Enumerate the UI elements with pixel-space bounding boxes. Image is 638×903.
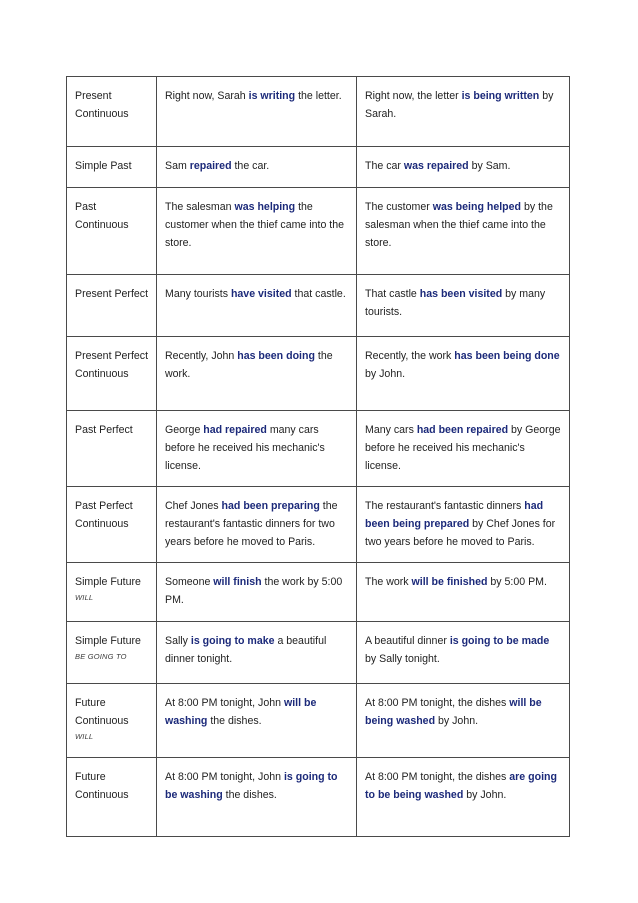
- verb-phrase: will finish: [213, 576, 262, 588]
- sentence-text: many cars before he received his mechanic's license.: [165, 424, 325, 472]
- passive-voice-cell: [357, 563, 570, 622]
- verb-phrase: had been being prepared: [365, 500, 544, 530]
- tense-name: Future Continuous: [75, 771, 129, 801]
- tense-auxiliary: WILL: [75, 593, 94, 602]
- tense-cell: [67, 188, 157, 275]
- sentence-text: At 8:00 PM tonight, the dishes: [365, 771, 510, 783]
- tense-name: Present Perfect: [75, 288, 149, 300]
- table-row: [67, 622, 570, 684]
- table-row: [67, 337, 570, 411]
- active-voice-cell: [157, 758, 357, 837]
- verb-phrase: is going to make: [190, 635, 275, 647]
- sentence-text: by Sam.: [468, 160, 511, 172]
- verb-phrase: will be being washed: [365, 697, 542, 727]
- sentence-text: Many cars: [365, 424, 417, 436]
- sentence-text: A beautiful dinner: [365, 635, 450, 647]
- verb-phrase: has been visited: [419, 288, 503, 300]
- sentence-text: At 8:00 PM tonight, the dishes: [365, 697, 510, 709]
- passive-voice-cell: [357, 77, 570, 147]
- sentence-text: by John.: [463, 789, 507, 801]
- sentence-text: At 8:00 PM tonight, John: [165, 697, 284, 709]
- table-row: [67, 563, 570, 622]
- tense-name: Present Continuous: [75, 90, 129, 120]
- sentence-text: the work by 5:00 PM.: [165, 576, 343, 606]
- passive-voice-cell: [357, 188, 570, 275]
- active-voice-cell: [157, 275, 357, 337]
- tense-name: Future Continuous: [75, 697, 129, 727]
- sentence-text: by Sally tonight.: [365, 653, 440, 665]
- verb-phrase: had been repaired: [416, 424, 509, 436]
- verb-phrase: was being helped: [432, 201, 522, 213]
- sentence-text: The work: [365, 576, 412, 588]
- sentence-text: by Sarah.: [365, 90, 554, 120]
- verb-phrase: is going to be washing: [165, 771, 338, 801]
- tense-name: Simple Past: [75, 160, 132, 172]
- verb-phrase: is going to be made: [449, 635, 550, 647]
- sentence-text: by Chef Jones for two years before he moved to Paris.: [365, 518, 556, 548]
- sentence-text: the restaurant's fantastic dinners for two years before he moved to Paris.: [165, 500, 338, 548]
- passive-voice-cell: [357, 147, 570, 188]
- sentence-text: The customer: [365, 201, 433, 213]
- sentence-text: Chef Jones: [165, 500, 222, 512]
- verb-phrase: are going to be being washed: [365, 771, 557, 801]
- passive-voice-cell: [357, 275, 570, 337]
- verb-phrase: is writing: [248, 90, 296, 102]
- active-voice-cell: [157, 487, 357, 563]
- passive-voice-cell: [357, 622, 570, 684]
- verb-phrase: has been doing: [237, 350, 315, 362]
- tense-name: Simple Future: [75, 576, 141, 588]
- sentence-text: Sam: [165, 160, 190, 172]
- tense-cell: [67, 563, 157, 622]
- sentence-text: the work.: [165, 350, 333, 380]
- table-row: [67, 487, 570, 563]
- active-voice-cell: [157, 411, 357, 487]
- sentence-text: The restaurant's fantastic dinners: [365, 500, 525, 512]
- sentence-text: the dishes.: [207, 715, 262, 727]
- passive-voice-cell: [357, 758, 570, 837]
- tense-cell: [67, 275, 157, 337]
- table-row: [67, 758, 570, 837]
- sentence-text: by many tourists.: [365, 288, 546, 318]
- passive-voice-cell: [357, 487, 570, 563]
- sentence-text: the dishes.: [222, 789, 277, 801]
- tense-name: Present Perfect Continuous: [75, 350, 149, 380]
- sentence-text: The salesman: [165, 201, 235, 213]
- sentence-text: that castle.: [291, 288, 346, 300]
- verb-phrase: had repaired: [203, 424, 267, 436]
- table-row: [67, 147, 570, 188]
- sentence-text: by George before he received his mechanic's license.: [365, 424, 561, 472]
- active-voice-cell: [157, 337, 357, 411]
- table-row: [67, 684, 570, 758]
- tense-cell: [67, 411, 157, 487]
- sentence-text: by 5:00 PM.: [487, 576, 547, 588]
- verb-phrase: will be finished: [411, 576, 488, 588]
- tense-cell: [67, 147, 157, 188]
- table-row: [67, 411, 570, 487]
- active-passive-table: [66, 76, 570, 837]
- sentence-text: a beautiful dinner tonight.: [165, 635, 327, 665]
- tense-name: Simple Future: [75, 635, 141, 647]
- sentence-text: by John.: [435, 715, 479, 727]
- verb-phrase: repaired: [189, 160, 232, 172]
- tense-auxiliary: BE GOING TO: [75, 652, 127, 661]
- tense-name: Past Perfect Continuous: [75, 500, 133, 530]
- sentence-text: by John.: [365, 368, 406, 380]
- tense-cell: [67, 684, 157, 758]
- sentence-text: Many tourists: [165, 288, 231, 300]
- sentence-text: the letter.: [295, 90, 342, 102]
- sentence-text: the customer when the thief came into the store.: [165, 201, 345, 249]
- tense-cell: [67, 77, 157, 147]
- tense-name: Past Continuous: [75, 201, 129, 231]
- sentence-text: the car.: [231, 160, 270, 172]
- table-body: [67, 77, 570, 837]
- verb-phrase: had been preparing: [221, 500, 320, 512]
- sentence-text: Recently, John: [165, 350, 238, 362]
- passive-voice-cell: [357, 684, 570, 758]
- active-voice-cell: [157, 622, 357, 684]
- verb-phrase: will be washing: [165, 697, 317, 727]
- verb-phrase: have visited: [230, 288, 292, 300]
- sentence-text: Someone: [165, 576, 214, 588]
- passive-voice-cell: [357, 411, 570, 487]
- sentence-text: Right now, Sarah: [165, 90, 249, 102]
- sentence-text: That castle: [365, 288, 420, 300]
- tense-cell: [67, 487, 157, 563]
- active-voice-cell: [157, 563, 357, 622]
- tense-auxiliary: WILL: [75, 732, 94, 741]
- sentence-text: Recently, the work: [365, 350, 455, 362]
- sentence-text: At 8:00 PM tonight, John: [165, 771, 284, 783]
- sentence-text: Right now, the letter: [365, 90, 462, 102]
- table-row: [67, 77, 570, 147]
- verb-phrase: was repaired: [403, 160, 469, 172]
- table-row: [67, 275, 570, 337]
- sentence-text: by the salesman when the thief came into the store.: [365, 201, 553, 249]
- tense-cell: [67, 758, 157, 837]
- tense-cell: [67, 337, 157, 411]
- active-voice-cell: [157, 147, 357, 188]
- table-row: [67, 188, 570, 275]
- tense-name: Past Perfect: [75, 424, 133, 436]
- verb-phrase: has been being done: [454, 350, 560, 362]
- tense-cell: [67, 622, 157, 684]
- sentence-text: George: [165, 424, 204, 436]
- active-voice-cell: [157, 188, 357, 275]
- sentence-text: Sally: [165, 635, 191, 647]
- passive-voice-cell: [357, 337, 570, 411]
- verb-phrase: was helping: [234, 201, 296, 213]
- verb-phrase: is being written: [461, 90, 540, 102]
- sentence-text: The car: [365, 160, 404, 172]
- active-voice-cell: [157, 684, 357, 758]
- active-voice-cell: [157, 77, 357, 147]
